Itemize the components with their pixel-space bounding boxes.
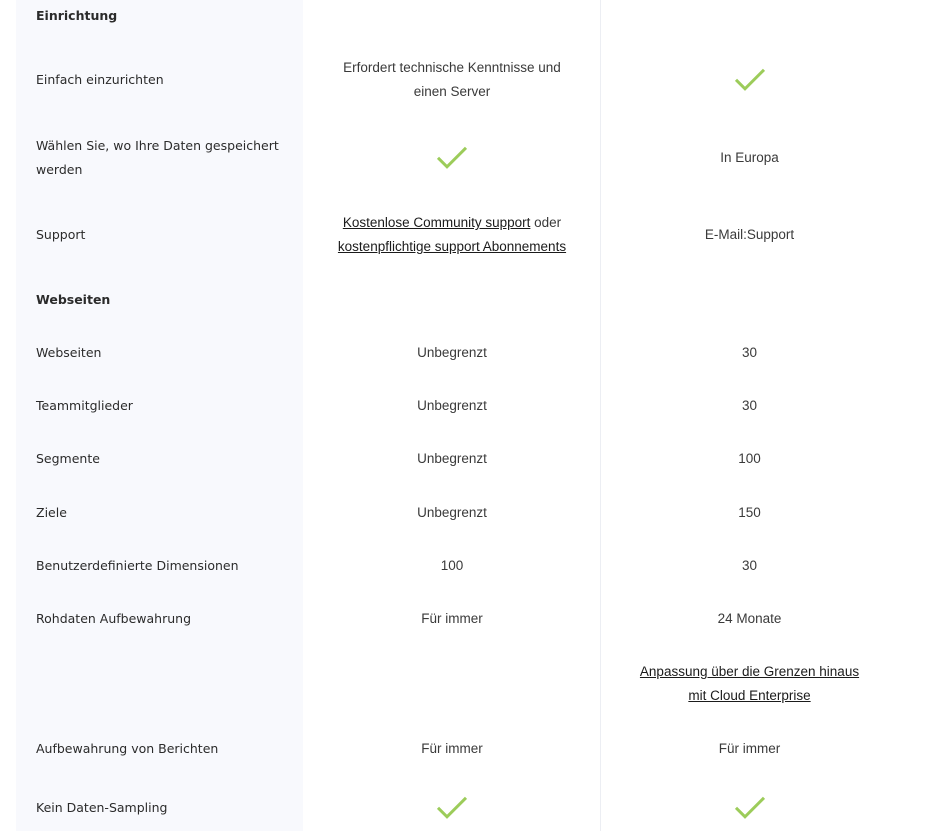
col1-rohdaten: Für immer: [421, 611, 483, 626]
col2-sampling: [601, 796, 898, 820]
col1-daten-ort: [304, 146, 600, 170]
feature-label-berichte: Aufbewahrung von Berichten: [36, 741, 219, 756]
col1-dimensionen: 100: [440, 558, 464, 573]
feature-label-segmente: Segmente: [36, 451, 100, 466]
feature-label-ziele: Ziele: [36, 505, 67, 520]
feature-label-dimensionen: Benutzerdefinierte Dimensionen: [36, 558, 239, 573]
feature-label-daten-ort-line1: Wählen Sie, wo Ihre Daten gespeichert: [36, 138, 279, 153]
col2-team: 30: [741, 398, 758, 413]
feature-label-daten-ort: [36, 134, 286, 182]
col1-support: [304, 211, 600, 259]
feature-label-support: Support: [36, 227, 86, 242]
feature-label-einfach: Einfach einzurichten: [36, 72, 164, 87]
col2-daten-ort: In Europa: [720, 150, 779, 165]
checkmark-icon: [436, 146, 468, 170]
col2-einfach: [601, 68, 898, 92]
checkmark-icon: [436, 796, 468, 820]
section-heading-webseiten: Webseiten: [36, 292, 111, 307]
feature-label-sampling: Kein Daten-Sampling: [36, 800, 168, 815]
feature-label-rohdaten: Rohdaten Aufbewahrung: [36, 611, 191, 626]
col2-segmente: 100: [738, 451, 761, 466]
col2-webseiten: 30: [741, 345, 758, 360]
col1-einfach: [304, 56, 600, 104]
community-support-link[interactable]: Kostenlose Community support: [342, 215, 531, 230]
feature-label-team: Teammitglieder: [36, 398, 133, 413]
cloud-enterprise-link-line2[interactable]: mit Cloud Enterprise: [688, 688, 811, 703]
col2-ziele: 150: [738, 505, 761, 520]
col1-einfach-line1: Erfordert technische Kenntnisse und: [343, 60, 561, 75]
cloud-enterprise-link-line1[interactable]: Anpassung über die Grenzen hinaus: [639, 664, 860, 679]
paid-support-link[interactable]: kostenpflichtige support Abonnements: [337, 239, 567, 254]
support-oder-text: oder: [530, 215, 562, 230]
col1-segmente: Unbegrenzt: [417, 451, 487, 466]
section-heading-einrichtung: Einrichtung: [36, 8, 118, 23]
col1-sampling: [304, 796, 600, 820]
feature-label-daten-ort-line2: werden: [36, 162, 83, 177]
checkmark-icon: [734, 68, 766, 92]
col2-rohdaten: 24 Monate: [717, 611, 782, 626]
checkmark-icon: [734, 796, 766, 820]
col2-enterprise: [601, 660, 898, 708]
col2-berichte: Für immer: [718, 741, 781, 756]
col1-einfach-line2: einen Server: [413, 84, 491, 99]
col1-ziele: Unbegrenzt: [417, 505, 487, 520]
col2-support: E-Mail:Support: [704, 227, 795, 242]
col1-berichte: Für immer: [421, 741, 483, 756]
col1-webseiten: Unbegrenzt: [417, 345, 487, 360]
feature-label-webseiten: Webseiten: [36, 345, 102, 360]
col1-team: Unbegrenzt: [417, 398, 487, 413]
col2-dimensionen: 30: [741, 558, 758, 573]
